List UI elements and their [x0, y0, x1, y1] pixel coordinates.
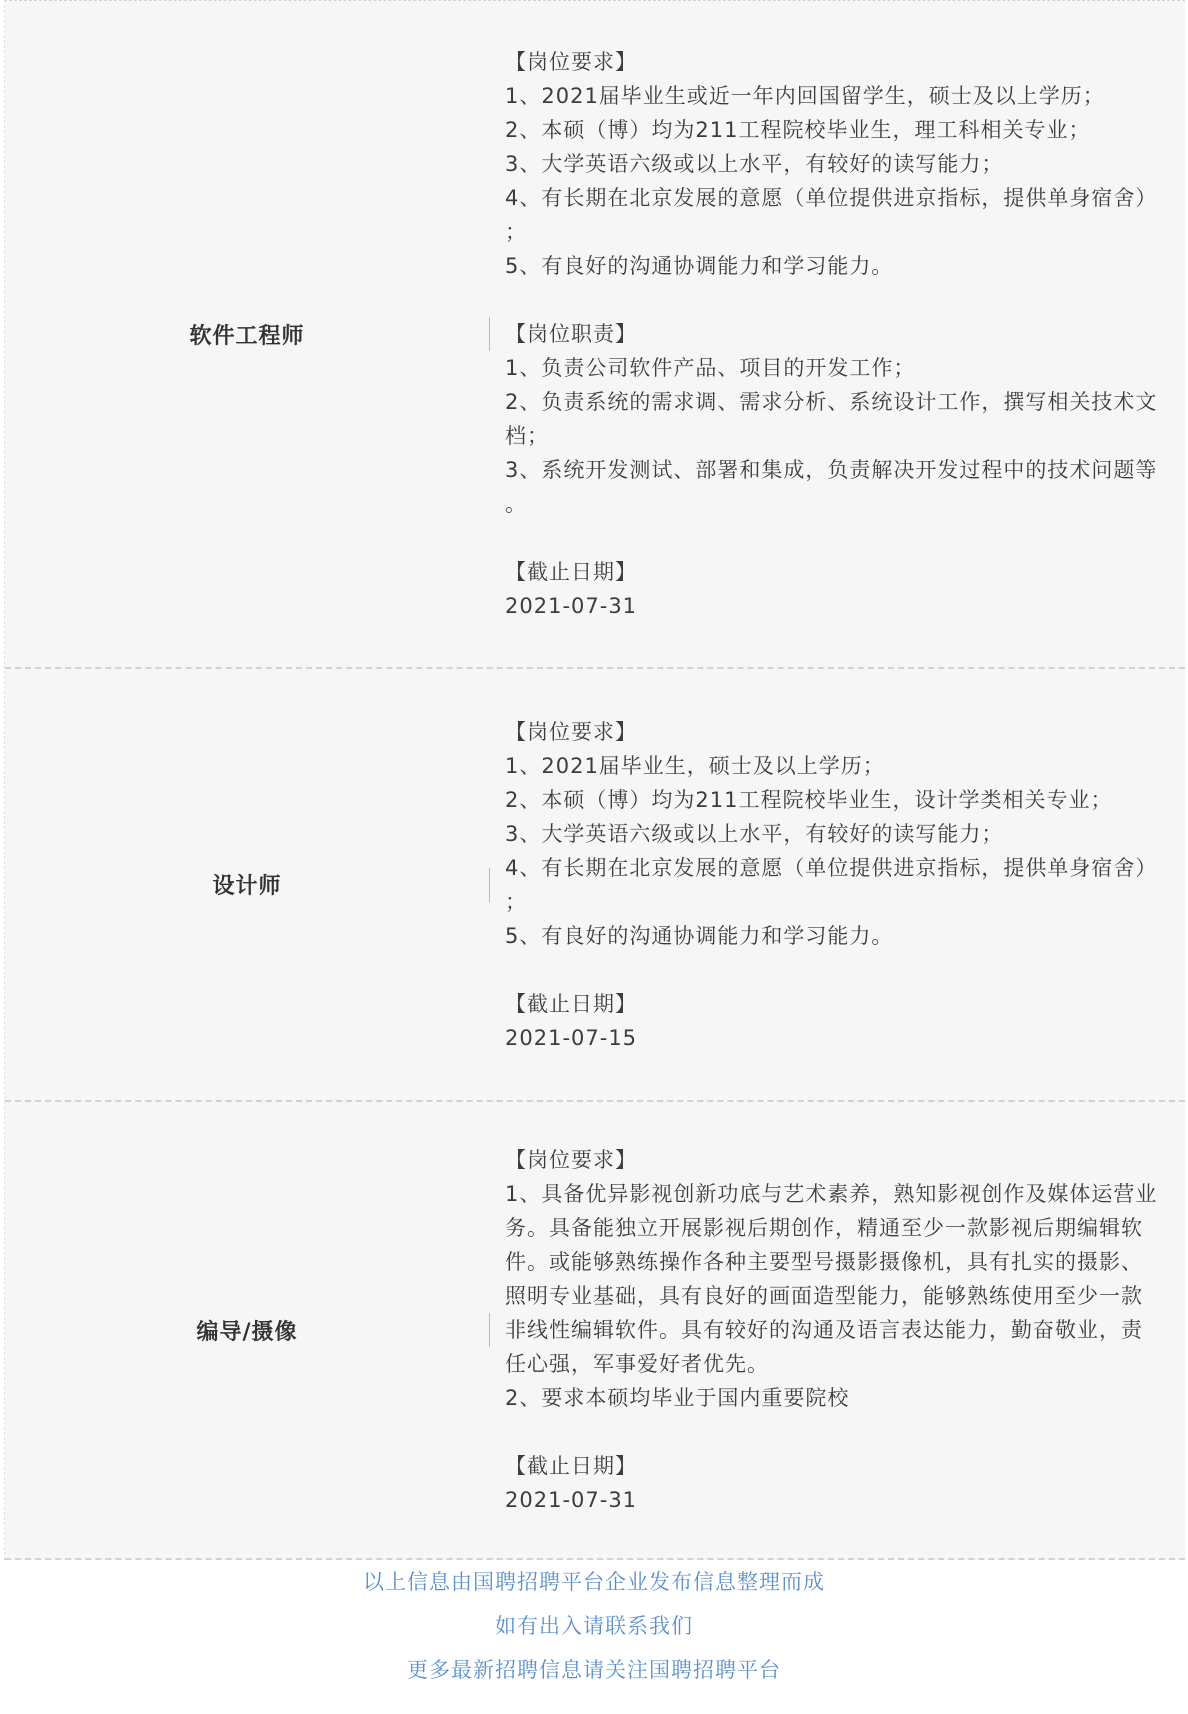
- detail-line: 3、系统开发测试、部署和集成，负责解决开发过程中的技术问题等: [505, 458, 1158, 482]
- detail-line: 件。或能够熟练操作各种主要型号摄影摄像机，具有扎实的摄影、: [505, 1250, 1143, 1274]
- detail-line: 任心强，军事爱好者优先。: [505, 1352, 769, 1376]
- detail-line: 1、具备优异影视创新功底与艺术素养，熟知影视创作及媒体运营业: [505, 1182, 1158, 1206]
- requirements-section: [505, 1143, 1169, 1415]
- job-details: [505, 1102, 1169, 1558]
- job-details: [505, 669, 1169, 1100]
- detail-line: 4、有长期在北京发展的意愿（单位提供进京指标，提供单身宿舍）: [505, 855, 1158, 880]
- job-title: 编导/摄像: [196, 1319, 298, 1345]
- detail-line: 档；: [505, 424, 549, 448]
- detail-line: 非线性编辑软件。具有较好的沟通及语言表达能力，勤奋敬业，责: [505, 1318, 1143, 1342]
- detail-line: ；: [505, 889, 527, 914]
- duties-section: [505, 317, 1169, 521]
- deadline-date: 2021-07-31: [505, 594, 638, 618]
- section-heading: 【岗位要求】: [505, 719, 637, 744]
- detail-line: 。: [505, 492, 527, 516]
- detail-line: ；: [505, 220, 527, 244]
- detail-line: 1、负责公司软件产品、项目的开发工作；: [505, 356, 916, 380]
- detail-line: 5、有良好的沟通协调能力和学习能力。: [505, 254, 894, 278]
- requirements-section: [505, 45, 1169, 283]
- job-row: [5, 1, 1185, 669]
- job-details: [505, 1, 1169, 667]
- detail-line: 5、有良好的沟通协调能力和学习能力。: [505, 923, 894, 948]
- column-divider: [489, 1313, 490, 1347]
- job-title: 设计师: [212, 874, 282, 899]
- detail-line: 2、本硕（博）均为211工程院校毕业生，设计学类相关专业；: [505, 787, 1113, 812]
- detail-line: 务。具备能独立开展影视后期创作，精通至少一款影视后期编辑软: [505, 1216, 1143, 1240]
- detail-line: 3、大学英语六级或以上水平，有较好的读写能力；: [505, 152, 1004, 176]
- section-heading: 【岗位要求】: [505, 1148, 637, 1172]
- detail-line: 照明专业基础，具有良好的画面造型能力，能够熟练使用至少一款: [505, 1284, 1143, 1308]
- deadline-date: 2021-07-31: [505, 1488, 638, 1512]
- deadline-section: [505, 1449, 1169, 1517]
- deadline-section: [505, 555, 1169, 623]
- job-title: 软件工程师: [189, 323, 305, 349]
- detail-line: 2、要求本硕均毕业于国内重要院校: [505, 1386, 850, 1410]
- footer-notes: [0, 1560, 1188, 1692]
- job-row: [5, 669, 1185, 1102]
- section-heading: 【截止日期】: [505, 560, 637, 584]
- deadline-date: 2021-07-15: [505, 1025, 638, 1050]
- job-row: [5, 1102, 1185, 1560]
- detail-line: 1、2021届毕业生，硕士及以上学历；: [505, 753, 885, 778]
- detail-line: 2、本硕（博）均为211工程院校毕业生，理工科相关专业；: [505, 118, 1091, 142]
- footer-line: 以上信息由国聘招聘平台企业发布信息整理而成: [363, 1570, 825, 1594]
- detail-line: 1、2021届毕业生或近一年内回国留学生，硕士及以上学历；: [505, 84, 1105, 108]
- column-divider: [489, 868, 490, 902]
- footer-line: 如有出入请联系我们: [495, 1614, 693, 1638]
- section-heading: 【截止日期】: [505, 991, 637, 1016]
- detail-line: 3、大学英语六级或以上水平，有较好的读写能力；: [505, 821, 1004, 846]
- detail-line: 4、有长期在北京发展的意愿（单位提供进京指标，提供单身宿舍）: [505, 186, 1158, 210]
- footer-line: 更多最新招聘信息请关注国聘招聘平台: [407, 1658, 781, 1682]
- section-heading: 【岗位要求】: [505, 50, 637, 74]
- requirements-section: [505, 715, 1169, 953]
- section-heading: 【岗位职责】: [505, 322, 637, 346]
- section-heading: 【截止日期】: [505, 1454, 637, 1478]
- detail-line: 2、负责系统的需求调、需求分析、系统设计工作，撰写相关技术文: [505, 390, 1158, 414]
- job-table: [4, 0, 1185, 1560]
- column-divider: [489, 317, 490, 351]
- deadline-section: [505, 987, 1169, 1055]
